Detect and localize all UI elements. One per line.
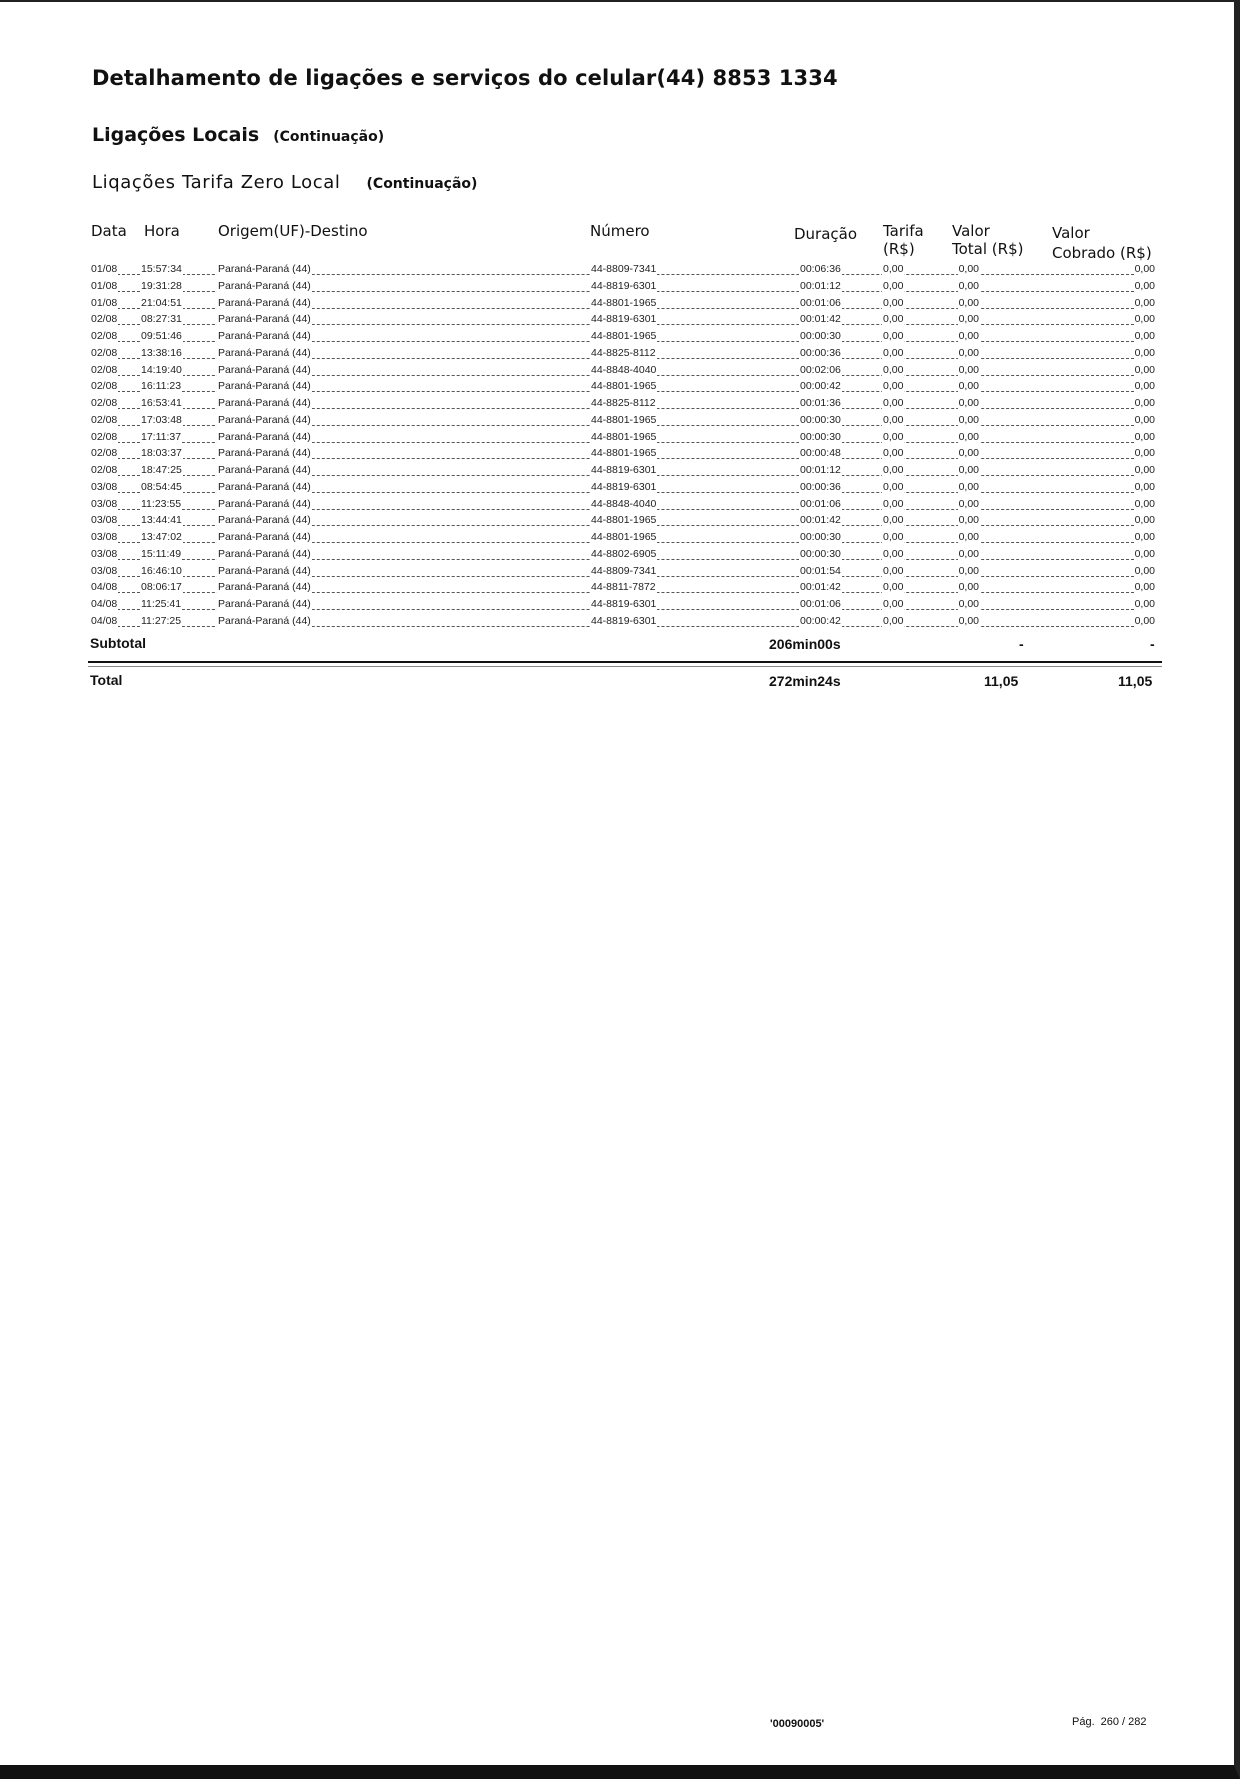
cell-valor-cobrado: 0,00	[1134, 380, 1155, 393]
cell-origem: Paraná-Paraná (44)	[218, 363, 311, 376]
table-row	[88, 446, 1158, 463]
col-header-duracao: Duração	[794, 225, 858, 243]
cell-duracao: 00:00:42	[800, 614, 841, 627]
cell-numero: 44-8825-8112	[591, 397, 656, 409]
col-header-tarifa-l1: Tarifa	[883, 222, 924, 240]
cell-valor-total: 0,00	[958, 413, 979, 426]
cell-data: 03/08	[91, 547, 118, 560]
col-header-valor-total-l2: Total (R$)	[952, 240, 1024, 258]
cell-tarifa: 0,00	[883, 598, 904, 610]
total-divider	[88, 661, 1162, 663]
cell-origem: Paraná-Paraná (44)	[218, 547, 311, 560]
col-header-origem: Origem(UF)-Destino	[218, 222, 368, 240]
cell-duracao: 00:00:36	[800, 346, 841, 359]
cell-numero: 44-8801-1965	[591, 430, 657, 443]
cell-hora: 08:27:31	[141, 313, 182, 326]
cell-valor-total: 0,00	[958, 397, 979, 409]
cell-valor-total: 0,00	[958, 363, 979, 376]
cell-numero: 44-8801-1965	[591, 531, 657, 543]
cell-data: 02/08	[91, 346, 118, 359]
cell-hora: 14:19:40	[141, 363, 182, 376]
cell-tarifa: 0,00	[883, 447, 904, 460]
cell-numero: 44-8848-4040	[591, 497, 657, 510]
cell-valor-cobrado: 0,00	[1134, 598, 1155, 610]
col-header-numero: Número	[590, 222, 650, 240]
cell-hora: 11:27:25	[141, 614, 182, 627]
col-header-valor-cobrado-l2: Cobrado (R$)	[1052, 244, 1152, 262]
subtotal-valor-total: -	[1019, 636, 1024, 652]
cell-valor-total: 0,00	[958, 497, 979, 510]
cell-valor-cobrado: 0,00	[1134, 279, 1155, 292]
cell-data: 03/08	[91, 497, 118, 510]
cell-numero: 44-8819-6301	[591, 598, 657, 610]
table-row	[88, 547, 1158, 564]
cell-tarifa: 0,00	[883, 313, 904, 326]
cell-duracao: 00:01:12	[800, 279, 841, 292]
cell-origem: Paraná-Paraná (44)	[218, 296, 311, 309]
cell-valor-total: 0,00	[958, 313, 979, 326]
cell-tarifa: 0,00	[883, 497, 904, 510]
cell-duracao: 00:00:48	[800, 447, 841, 460]
cell-origem: Paraná-Paraná (44)	[218, 346, 311, 359]
cell-valor-total: 0,00	[958, 547, 979, 560]
col-header-valor-total-l1: Valor	[952, 222, 990, 240]
cell-valor-total: 0,00	[958, 279, 979, 292]
page-value: 260 / 282	[1100, 1716, 1147, 1728]
cell-hora: 13:38:16	[141, 346, 182, 359]
cell-duracao: 00:00:42	[800, 380, 841, 393]
cell-valor-total: 0,00	[958, 464, 979, 476]
cell-valor-total: 0,00	[958, 296, 979, 309]
cell-numero: 44-8811-7872	[591, 581, 656, 594]
cell-tarifa: 0,00	[883, 430, 904, 443]
cell-duracao: 00:01:42	[800, 581, 841, 594]
cell-valor-cobrado: 0,00	[1134, 397, 1155, 409]
cell-data: 01/08	[91, 279, 118, 292]
table-row	[88, 329, 1158, 346]
table-row	[88, 513, 1158, 530]
cell-origem: Paraná-Paraná (44)	[218, 430, 311, 443]
cell-data: 03/08	[91, 514, 118, 527]
cell-numero: 44-8801-1965	[591, 380, 657, 393]
document-title: Detalhamento de ligações e serviços do celular(44) 8853 1334	[92, 66, 838, 90]
table-row	[88, 379, 1158, 396]
cell-tarifa: 0,00	[883, 397, 904, 409]
table-row	[88, 312, 1158, 329]
cell-hora: 18:03:37	[141, 447, 182, 460]
cell-duracao: 00:01:42	[800, 514, 841, 527]
cell-hora: 15:11:49	[141, 547, 182, 560]
cell-data: 01/08	[91, 296, 118, 309]
cell-duracao: 00:00:30	[800, 430, 841, 443]
cell-valor-cobrado: 0,00	[1134, 497, 1155, 510]
table-row	[88, 530, 1158, 547]
cell-valor-cobrado: 0,00	[1134, 564, 1155, 577]
subsection-continuation: (Continuação)	[366, 176, 478, 192]
cell-origem: Paraná-Paraná (44)	[218, 380, 311, 393]
cell-duracao: 00:00:30	[800, 413, 841, 426]
cell-numero: 44-8801-1965	[591, 413, 657, 426]
cell-valor-cobrado: 0,00	[1134, 296, 1155, 309]
subtotal-duracao: 206min00s	[769, 636, 841, 652]
cell-origem: Paraná-Paraná (44)	[218, 397, 311, 409]
cell-hora: 13:47:02	[141, 531, 182, 543]
cell-valor-cobrado: 0,00	[1134, 313, 1155, 326]
total-divider-thin	[88, 666, 1162, 667]
cell-valor-total: 0,00	[958, 598, 979, 610]
cell-tarifa: 0,00	[883, 480, 904, 493]
cell-data: 02/08	[91, 330, 118, 342]
cell-origem: Paraná-Paraná (44)	[218, 313, 311, 326]
cell-tarifa: 0,00	[883, 464, 904, 476]
cell-origem: Paraná-Paraná (44)	[218, 447, 311, 460]
cell-valor-cobrado: 0,00	[1134, 547, 1155, 560]
page-label: Pág.	[1072, 1716, 1095, 1728]
cell-valor-total: 0,00	[958, 581, 979, 594]
cell-hora: 08:06:17	[141, 581, 182, 594]
cell-origem: Paraná-Paraná (44)	[218, 413, 311, 426]
cell-valor-total: 0,00	[958, 564, 979, 577]
cell-numero: 44-8819-6301	[591, 480, 657, 493]
cell-data: 03/08	[91, 480, 118, 493]
cell-data: 04/08	[91, 581, 118, 594]
cell-data: 01/08	[91, 263, 118, 275]
cell-origem: Paraná-Paraná (44)	[218, 564, 311, 577]
cell-tarifa: 0,00	[883, 514, 904, 527]
subtotal-label: Subtotal	[90, 635, 146, 651]
table-row	[88, 463, 1158, 480]
cell-duracao: 00:01:12	[800, 464, 841, 476]
cell-valor-cobrado: 0,00	[1134, 614, 1155, 627]
cell-origem: Paraná-Paraná (44)	[218, 480, 311, 493]
cell-hora: 21:04:51	[141, 296, 182, 309]
col-header-hora: Hora	[144, 222, 180, 240]
page-number	[1072, 1716, 1147, 1728]
table-row	[88, 564, 1158, 581]
cell-tarifa: 0,00	[883, 614, 904, 627]
cell-valor-total: 0,00	[958, 514, 979, 527]
cell-hora: 11:23:55	[141, 497, 182, 510]
cell-valor-total: 0,00	[958, 430, 979, 443]
cell-origem: Paraná-Paraná (44)	[218, 598, 311, 610]
cell-duracao: 00:00:30	[800, 547, 841, 560]
cell-duracao: 00:01:54	[800, 564, 841, 577]
cell-valor-cobrado: 0,00	[1134, 531, 1155, 543]
cell-hora: 08:54:45	[141, 480, 182, 493]
cell-numero: 44-8819-6301	[591, 313, 657, 326]
cell-valor-total: 0,00	[958, 380, 979, 393]
table-row	[88, 497, 1158, 514]
table-row	[88, 580, 1158, 597]
cell-origem: Paraná-Paraná (44)	[218, 464, 311, 476]
cell-valor-cobrado: 0,00	[1134, 346, 1155, 359]
cell-numero: 44-8825-8112	[591, 346, 656, 359]
col-header-valor-total	[952, 222, 1023, 258]
col-header-tarifa-l2: (R$)	[883, 240, 915, 258]
cell-data: 02/08	[91, 413, 118, 426]
cell-duracao: 00:00:30	[800, 531, 841, 543]
cell-duracao: 00:02:06	[800, 363, 841, 376]
section-title-text: Ligações Locais	[92, 124, 260, 146]
cell-hora: 16:46:10	[141, 564, 182, 577]
total-valor-total: 11,05	[984, 673, 1019, 689]
cell-valor-cobrado: 0,00	[1134, 330, 1155, 342]
cell-duracao: 00:06:36	[800, 263, 841, 275]
cell-numero: 44-8848-4040	[591, 363, 657, 376]
col-header-valor-cobrado	[1052, 224, 1152, 262]
cell-data: 02/08	[91, 313, 118, 326]
cell-numero: 44-8809-7341	[591, 564, 657, 577]
cell-duracao: 00:01:36	[800, 397, 841, 409]
cell-hora: 18:47:25	[141, 464, 182, 476]
cell-hora: 16:11:23	[141, 380, 182, 393]
cell-data: 04/08	[91, 598, 118, 610]
cell-hora: 19:31:28	[141, 279, 182, 292]
cell-valor-total: 0,00	[958, 330, 979, 342]
cell-origem: Paraná-Paraná (44)	[218, 263, 311, 275]
cell-duracao: 00:01:06	[800, 296, 841, 309]
cell-duracao: 00:01:42	[800, 313, 841, 326]
cell-data: 02/08	[91, 380, 118, 393]
cell-numero: 44-8802-6905	[591, 547, 657, 560]
cell-valor-cobrado: 0,00	[1134, 447, 1155, 460]
cell-tarifa: 0,00	[883, 380, 904, 393]
cell-hora: 15:57:34	[141, 263, 182, 275]
cell-tarifa: 0,00	[883, 581, 904, 594]
subtotal-valor-cobrado: -	[1150, 636, 1155, 652]
cell-tarifa: 0,00	[883, 279, 904, 292]
table-row	[88, 413, 1158, 430]
cell-valor-total: 0,00	[958, 346, 979, 359]
table-row	[88, 262, 1158, 279]
col-header-valor-cobrado-l1: Valor	[1052, 224, 1090, 242]
cell-duracao: 00:00:36	[800, 480, 841, 493]
cell-origem: Paraná-Paraná (44)	[218, 581, 311, 594]
cell-numero: 44-8819-6301	[591, 279, 657, 292]
cell-hora: 11:25:41	[141, 598, 182, 610]
cell-hora: 17:11:37	[141, 430, 182, 443]
total-duracao: 272min24s	[769, 673, 841, 689]
cell-data: 02/08	[91, 363, 118, 376]
total-valor-cobrado: 11,05	[1118, 673, 1153, 689]
cell-hora: 17:03:48	[141, 413, 182, 426]
cell-data: 02/08	[91, 430, 118, 443]
cell-valor-cobrado: 0,00	[1134, 363, 1155, 376]
cell-tarifa: 0,00	[883, 547, 904, 560]
cell-duracao: 00:01:06	[800, 497, 841, 510]
table-row	[88, 346, 1158, 363]
cell-numero: 44-8819-6301	[591, 614, 657, 627]
cell-valor-total: 0,00	[958, 480, 979, 493]
subsection-title-text: Liqações Tarifa Zero Local	[92, 172, 341, 193]
cell-valor-cobrado: 0,00	[1134, 581, 1155, 594]
cell-tarifa: 0,00	[883, 531, 904, 543]
cell-origem: Paraná-Paraná (44)	[218, 614, 311, 627]
table-row	[88, 279, 1158, 296]
cell-valor-cobrado: 0,00	[1134, 263, 1155, 275]
cell-valor-cobrado: 0,00	[1134, 464, 1155, 476]
table-row	[88, 480, 1158, 497]
cell-tarifa: 0,00	[883, 564, 904, 577]
cell-data: 04/08	[91, 614, 118, 627]
total-label: Total	[90, 672, 123, 688]
section-title	[92, 124, 384, 146]
cell-data: 03/08	[91, 564, 118, 577]
cell-origem: Paraná-Paraná (44)	[218, 531, 311, 543]
cell-valor-cobrado: 0,00	[1134, 480, 1155, 493]
cell-numero: 44-8809-7341	[591, 263, 657, 275]
cell-tarifa: 0,00	[883, 330, 904, 342]
cell-valor-cobrado: 0,00	[1134, 514, 1155, 527]
table-row	[88, 430, 1158, 447]
cell-numero: 44-8819-6301	[591, 464, 657, 476]
cell-tarifa: 0,00	[883, 263, 904, 275]
cell-numero: 44-8801-1965	[591, 296, 657, 309]
cell-origem: Paraná-Paraná (44)	[218, 514, 311, 527]
cell-tarifa: 0,00	[883, 363, 904, 376]
cell-duracao: 00:01:06	[800, 598, 841, 610]
cell-valor-total: 0,00	[958, 614, 979, 627]
document-code: '00090005'	[770, 1718, 825, 1730]
cell-data: 02/08	[91, 464, 118, 476]
cell-origem: Paraná-Paraná (44)	[218, 497, 311, 510]
cell-numero: 44-8801-1965	[591, 514, 657, 527]
cell-valor-cobrado: 0,00	[1134, 413, 1155, 426]
cell-hora: 16:53:41	[141, 397, 182, 409]
col-header-tarifa	[883, 222, 924, 258]
cell-tarifa: 0,00	[883, 296, 904, 309]
cell-numero: 44-8801-1965	[591, 447, 657, 460]
cell-origem: Paraná-Paraná (44)	[218, 330, 311, 342]
cell-valor-total: 0,00	[958, 531, 979, 543]
cell-duracao: 00:00:30	[800, 330, 841, 342]
cell-valor-cobrado: 0,00	[1134, 430, 1155, 443]
cell-hora: 09:51:46	[141, 330, 182, 342]
cell-hora: 13:44:41	[141, 514, 182, 527]
cell-valor-total: 0,00	[958, 447, 979, 460]
col-header-data: Data	[91, 222, 127, 240]
subsection-title	[92, 172, 477, 193]
cell-valor-total: 0,00	[958, 263, 979, 275]
table-row	[88, 363, 1158, 380]
call-table-body	[88, 262, 1158, 631]
cell-tarifa: 0,00	[883, 346, 904, 359]
cell-data: 02/08	[91, 397, 118, 409]
cell-tarifa: 0,00	[883, 413, 904, 426]
table-row	[88, 396, 1158, 413]
table-row	[88, 296, 1158, 313]
cell-origem: Paraná-Paraná (44)	[218, 279, 311, 292]
section-continuation: (Continuação)	[273, 129, 385, 145]
table-row	[88, 614, 1158, 631]
table-row	[88, 597, 1158, 614]
cell-numero: 44-8801-1965	[591, 330, 657, 342]
cell-data: 03/08	[91, 531, 118, 543]
cell-data: 02/08	[91, 447, 118, 460]
